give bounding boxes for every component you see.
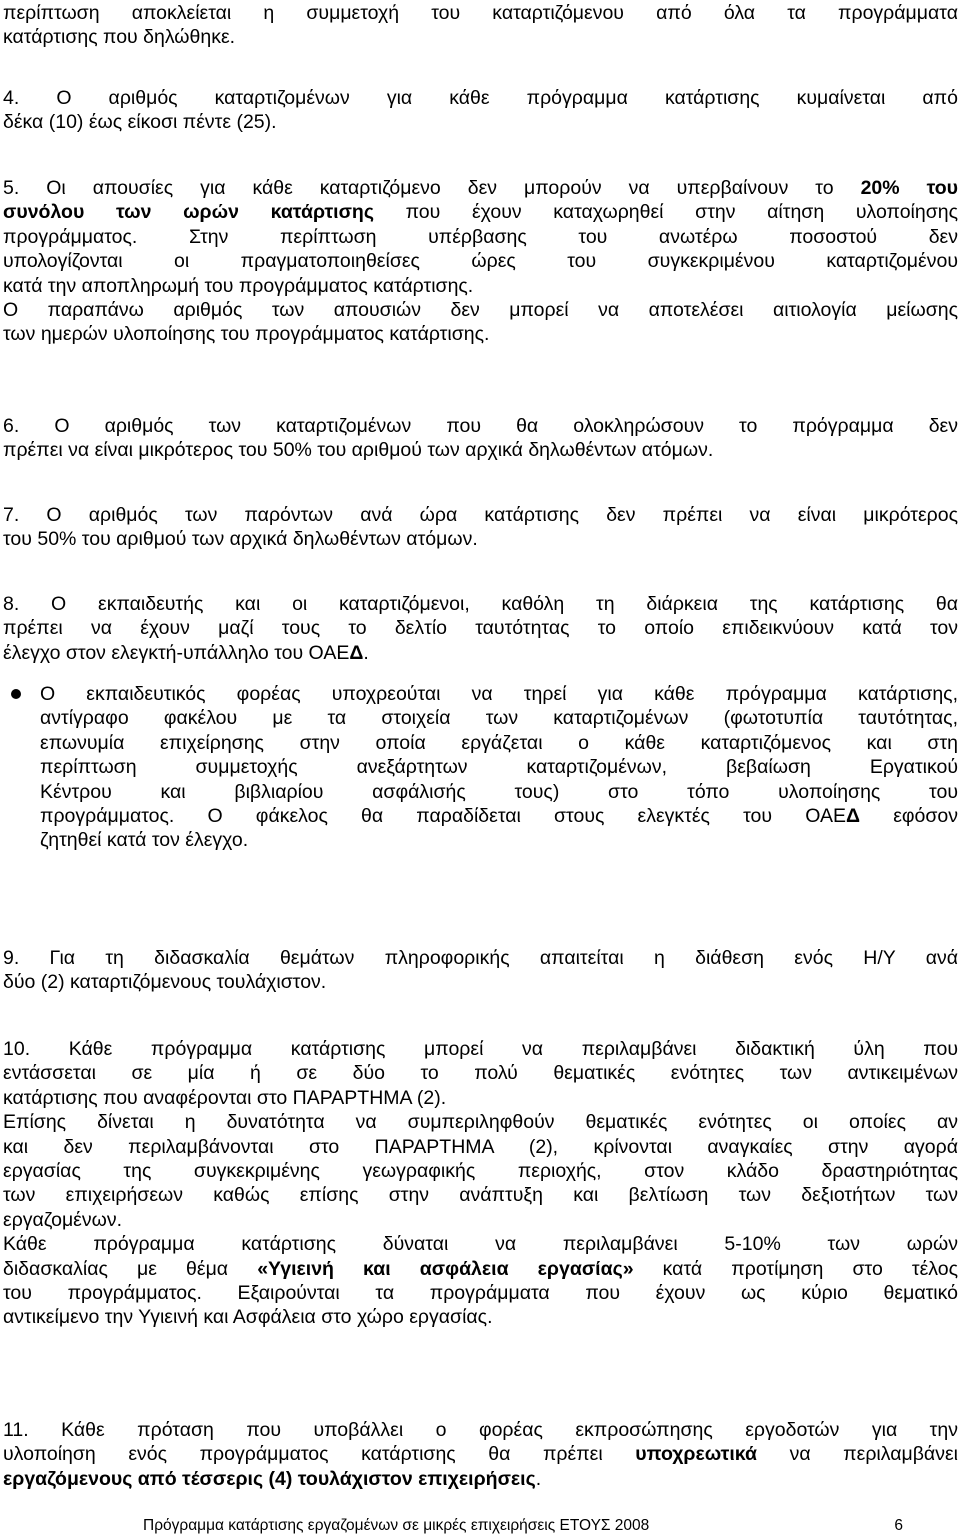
text-run: . (535, 1467, 542, 1490)
text-line: του προγράμματος. Εξαιρούνται τα προγράμματα που έχουν ως κύριο θεματικό (3, 1282, 958, 1305)
text-line: κατάρτισης που αναφέρονται στο ΠΑΡΑΡΤΗΜΑ (2). (3, 1086, 447, 1109)
text-line (3, 200, 958, 224)
paragraph-item-9 (3, 946, 958, 995)
text-line: υπολογίζονται οι πραγματοποιηθείσες ώρες του συγκεκριμένου καταρτιζομένου (3, 250, 958, 273)
paragraph-item-10 (3, 1037, 958, 1330)
text-run: που έχουν καταχωρηθεί στην αίτηση υλοποίησης (373, 201, 958, 224)
text-line: προγράμματος. Στην περίπτωση υπέρβασης του ανωτέρω ποσοστού δεν (3, 225, 958, 248)
text-run: 5. Οι απουσίες για κάθε καταρτιζόμενο δεν μπορούν να υπερβαίνουν το (3, 177, 861, 199)
bullet-icon (11, 689, 21, 699)
text-line: εργασίας της συγκεκριμένης γεωγραφικής περιοχής, στον κλάδο δραστηριότητας (3, 1160, 958, 1183)
paragraph-item-6 (3, 414, 958, 463)
text-line: πρέπει να είναι μικρότερος του 50% του αριθμού των αρχικά δηλωθέντων ατόμων. (3, 439, 714, 462)
text-line: των ημερών υλοποίησης του προγράμματος κατάρτισης. (3, 323, 490, 346)
text-line: Ο εκπαιδευτικός φορέας υποχρεούται να τηρεί για κάθε πρόγραμμα κατάρτισης, (40, 683, 958, 705)
text-line: των επιχειρήσεων καθώς επίσης στην ανάπτυξη και βελτίωση των δεξιοτήτων των (3, 1184, 958, 1207)
text-line: κατά την αποπληρωμή του προγράμματος κατάρτισης. (3, 274, 474, 297)
text-line: 7. Ο αριθμός των παρόντων ανά ώρα κατάρτισης δεν πρέπει να είναι μικρότερος (3, 504, 958, 526)
bullet-text (40, 682, 958, 853)
text-line (3, 1257, 958, 1281)
text-line: ζητηθεί κατά τον έλεγχο. (40, 829, 249, 852)
text-line (40, 804, 958, 828)
bold-text: εργαζόμενους από τέσσερις (4) τουλάχιστον επιχειρήσεις (3, 1467, 536, 1490)
text-line: περίπτωση αποκλείεται η συμμετοχή του καταρτιζόμενου από όλα τα προγράμματα (3, 2, 958, 24)
paragraph-item-7 (3, 503, 958, 552)
text-line: 6. Ο αριθμός των καταρτιζομένων που θα ολοκληρώσουν το πρόγραμμα δεν (3, 415, 958, 437)
text-run: υλοποίηση ενός προγράμματος κατάρτισης θα πρέπει (3, 1443, 636, 1466)
text-line (3, 1467, 958, 1491)
page-number: 6 (894, 1517, 903, 1534)
text-line: δέκα (10) έως είκοσι πέντε (25). (3, 111, 277, 134)
text-run: να περιλαμβάνει (757, 1443, 958, 1466)
paragraph-intro (3, 1, 958, 50)
text-line (3, 1442, 958, 1466)
bold-text: Δ (846, 805, 861, 828)
text-line: δύο (2) καταρτιζόμενους τουλάχιστον. (3, 971, 327, 994)
text-line: επωνυμία επιχείρησης στην οποία εργάζεται ο κάθε καταρτιζόμενος και στη (40, 731, 958, 754)
bold-text: Δ (349, 641, 364, 664)
text-line: Επίσης δίνεται η δυνατότητα να συμπεριληφθούν θεματικές ενότητες οι οποίες αν (3, 1111, 958, 1134)
bold-text: υποχρεωτικά (635, 1443, 758, 1466)
text-run: κατά προτίμηση στο τέλος (633, 1257, 958, 1280)
text-run: προγράμματος. Ο φάκελος θα παραδίδεται στους ελεγκτές του ΟΑΕ (40, 805, 847, 828)
text-line: 11. Κάθε πρόταση που υποβάλλει ο φορέας εκπροσώπησης εργοδοτών για την (3, 1419, 958, 1441)
footer-title: Πρόγραμμα κατάρτισης εργαζομένων σε μικρές επιχειρήσεις ΕΤΟΥΣ 2008 (143, 1517, 650, 1534)
text-line: κατάρτισης που δηλώθηκε. (3, 26, 236, 49)
text-line: αντικείμενο την Υγιεινή και Ασφάλεια στο χώρο εργασίας. (3, 1306, 493, 1329)
text-line: Κάθε πρόγραμμα κατάρτισης δύναται να περιλαμβάνει 5-10% των ωρών (3, 1233, 958, 1256)
text-line: Κέντρου και βιβλιαρίου ασφάλισής τους) στο τόπο υλοποίησης του (40, 780, 958, 803)
paragraph-item-11 (3, 1418, 958, 1491)
bold-text: 20% του (860, 177, 958, 199)
text-line (3, 176, 958, 200)
paragraph-item-8 (3, 592, 958, 665)
text-line: εντάσσεται σε μία ή σε δύο το πολύ θεματικές ενότητες των αντικειμένων (3, 1062, 958, 1085)
text-line (3, 641, 958, 665)
paragraph-item-5 (3, 176, 958, 347)
text-run: . (363, 641, 369, 664)
text-line: αντίγραφο φακέλου με τα στοιχεία των καταρτιζομένων (φωτοτυπία ταυτότητας, (40, 707, 958, 730)
paragraph-item-4 (3, 86, 958, 135)
text-run: έλεγχο στον ελεγκτή-υπάλληλο του ΟΑΕ (3, 641, 350, 664)
text-line: 8. Ο εκπαιδευτής και οι καταρτιζόμενοι, καθόλη τη διάρκεια της κατάρτισης θα (3, 593, 958, 615)
text-line: 10. Κάθε πρόγραμμα κατάρτισης μπορεί να περιλαμβάνει διδακτική ύλη που (3, 1038, 958, 1060)
text-line: Ο παραπάνω αριθμός των απουσιών δεν μπορεί να αποτελέσει αιτιολογία μείωσης (3, 299, 958, 322)
text-line: του 50% του αριθμού των αρχικά δηλωθέντων ατόμων. (3, 528, 478, 551)
text-line: 4. Ο αριθμός καταρτιζομένων για κάθε πρόγραμμα κατάρτισης κυμαίνεται από (3, 87, 958, 109)
text-run: εφόσον (860, 805, 959, 828)
text-line: και δεν περιλαμβάνονται στο ΠΑΡΑΡΤΗΜΑ (2), κρίνονται αναγκαίες στην αγορά (3, 1135, 958, 1158)
page-footer (143, 1517, 903, 1535)
text-line: 9. Για τη διδασκαλία θεμάτων πληροφορικής απαιτείται η διάθεση ενός Η/Υ ανά (3, 947, 958, 969)
text-line: εργαζομένων. (3, 1208, 123, 1231)
bold-text: συνόλου των ωρών κατάρτισης (3, 201, 374, 224)
text-line: περίπτωση συμμετοχής ανεξάρτητων καταρτιζομένων, βεβαίωση Εργατικού (40, 756, 958, 779)
text-run: διδασκαλίας με θέμα (3, 1257, 258, 1280)
bold-text: «Υγιεινή και ασφάλεια εργασίας» (257, 1257, 634, 1280)
text-line: πρέπει να έχουν μαζί τους το δελτίο ταυτότητας το οποίο επιδεικνύουν κατά τον (3, 617, 958, 640)
